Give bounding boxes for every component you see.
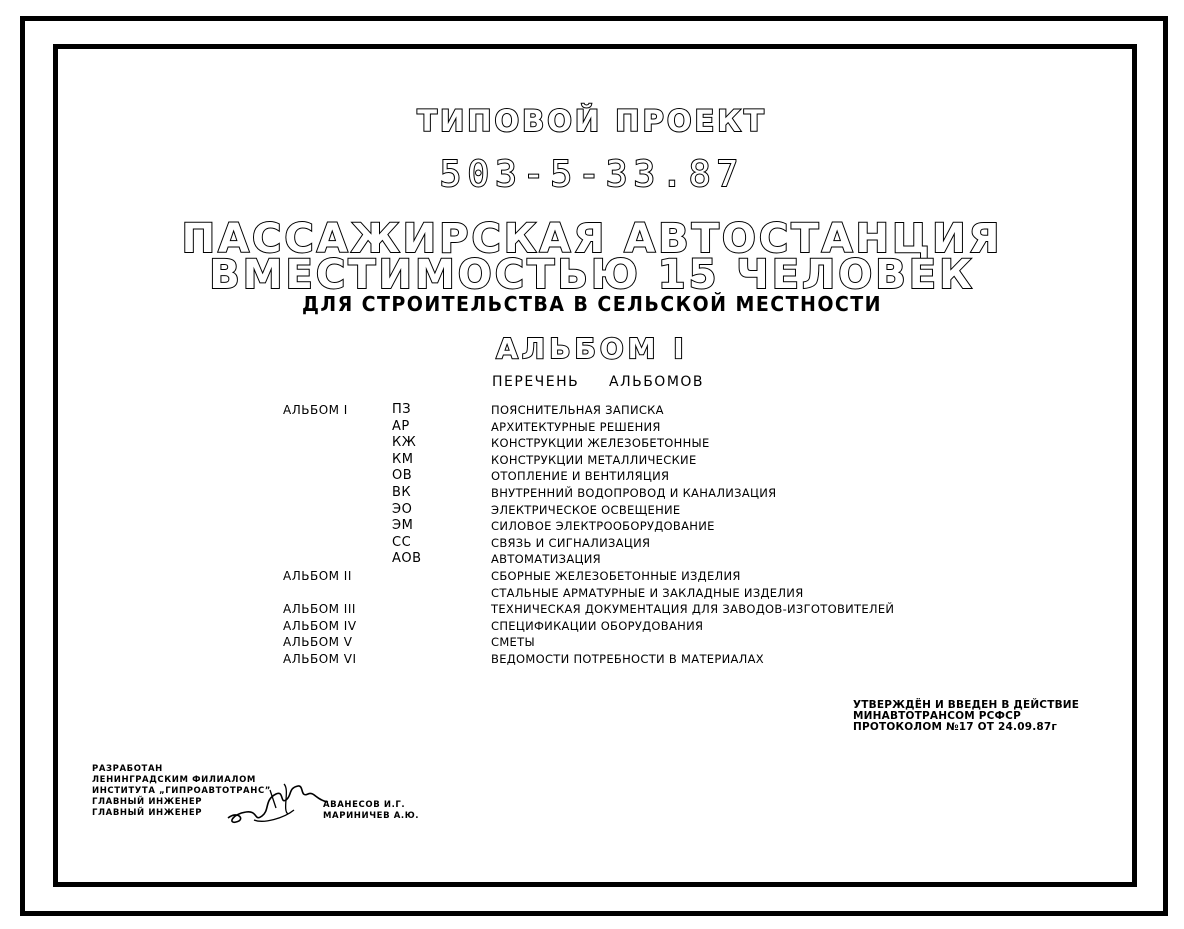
developer-line-5: ГЛАВНЫЙ ИНЖЕНЕР [92, 808, 203, 818]
developer-line-1: РАЗРАБОТАН [92, 764, 163, 774]
title-line-1: ПАССАЖИРСКАЯ АВТОСТАНЦИЯ [181, 216, 1003, 262]
section-description: АРХИТЕКТУРНЫЕ РЕШЕНИЯ [491, 419, 661, 434]
section-description: ВЕДОМОСТИ ПОТРЕБНОСТИ В МАТЕРИАЛАХ [491, 652, 764, 666]
album-number: АЛЬБОМ IV [283, 618, 357, 633]
album-number: АЛЬБОМ I [283, 403, 348, 417]
section-code: КМ [392, 451, 414, 467]
section-description: КОНСТРУКЦИИ МЕТАЛЛИЧЕСКИЕ [491, 452, 697, 467]
album-number: АЛЬБОМ V [283, 635, 353, 650]
title-line-2: ВМЕСТИМОСТЬЮ 15 ЧЕЛОВЕК [209, 252, 975, 298]
album-number: АЛЬБОМ VI [283, 652, 357, 666]
section-description: СТАЛЬНЫЕ АРМАТУРНЫЕ И ЗАКЛАДНЫЕ ИЗДЕЛИЯ [491, 585, 804, 600]
approval-line-2: МИНАВТОТРАНСОМ РСФСР [853, 710, 1021, 722]
section-code: ЭО [392, 501, 413, 517]
section-description: СБОРНЫЕ ЖЕЛЕЗОБЕТОННЫЕ ИЗДЕЛИЯ [491, 569, 741, 583]
section-code: АОВ [392, 551, 422, 567]
signature-names [323, 800, 419, 822]
chief-engineer-name-2: МАРИНИЧЕВ А.Ю. [323, 811, 420, 821]
list-title: ПЕРЕЧЕНЬ АЛЬБОМОВ [492, 374, 705, 390]
signature [224, 780, 334, 826]
developer-line-2: ЛЕНИНГРАДСКИМ ФИЛИАЛОМ [92, 775, 256, 785]
section-description: ПОЯСНИТЕЛЬНАЯ ЗАПИСКА [491, 403, 664, 417]
album-number: АЛЬБОМ II [283, 569, 352, 583]
section-description: СМЕТЫ [491, 635, 535, 650]
section-description: ВНУТРЕННИЙ ВОДОПРОВОД И КАНАЛИЗАЦИЯ [491, 486, 777, 500]
section-code: ОВ [392, 468, 413, 484]
section-description: ЭЛЕКТРИЧЕСКОЕ ОСВЕЩЕНИЕ [491, 502, 681, 517]
developer-line-4: ГЛАВНЫЙ ИНЖЕНЕР [92, 797, 203, 807]
project-number: 503-5-33.87 [439, 154, 745, 195]
chief-engineer-name-1: АВАНЕСОВ И.Г. [323, 800, 406, 810]
section-code: АР [392, 418, 410, 434]
section-code: ВК [392, 485, 412, 500]
section-description: ТЕХНИЧЕСКАЯ ДОКУМЕНТАЦИЯ ДЛЯ ЗАВОДОВ-ИЗГОТОВИТЕЛЕЙ [491, 602, 895, 617]
approval-note [853, 700, 1079, 733]
developer-line-3: ИНСТИТУТА „ГИПРОАВТОТРАНС” [92, 786, 271, 796]
album-number: АЛЬБОМ III [283, 602, 356, 617]
album-title: АЛЬБОМ I [496, 332, 688, 365]
section-description: СВЯЗЬ И СИГНАЛИЗАЦИЯ [491, 535, 651, 550]
section-description: СИЛОВОЕ ЭЛЕКТРООБОРУДОВАНИЕ [491, 519, 715, 534]
section-code: КЖ [392, 435, 417, 451]
section-code: СС [392, 534, 412, 550]
section-description: КОНСТРУКЦИИ ЖЕЛЕЗОБЕТОННЫЕ [491, 436, 710, 451]
section-description: СПЕЦИФИКАЦИИ ОБОРУДОВАНИЯ [491, 618, 704, 633]
section-description: АВТОМАТИЗАЦИЯ [491, 552, 601, 567]
approval-line-3: ПРОТОКОЛОМ №17 ОТ 24.09.87г [853, 721, 1058, 733]
section-description: ОТОПЛЕНИЕ И ВЕНТИЛЯЦИЯ [491, 469, 670, 484]
section-code: ПЗ [392, 402, 412, 417]
type-label: ТИПОВОЙ ПРОЕКТ [417, 104, 767, 138]
section-code: ЭМ [392, 518, 414, 534]
subtitle: ДЛЯ СТРОИТЕЛЬСТВА В СЕЛЬСКОЙ МЕСТНОСТИ [302, 292, 882, 316]
approval-line-1: УТВЕРЖДЁН И ВВЕДЕН В ДЕЙСТВИЕ [853, 699, 1080, 711]
